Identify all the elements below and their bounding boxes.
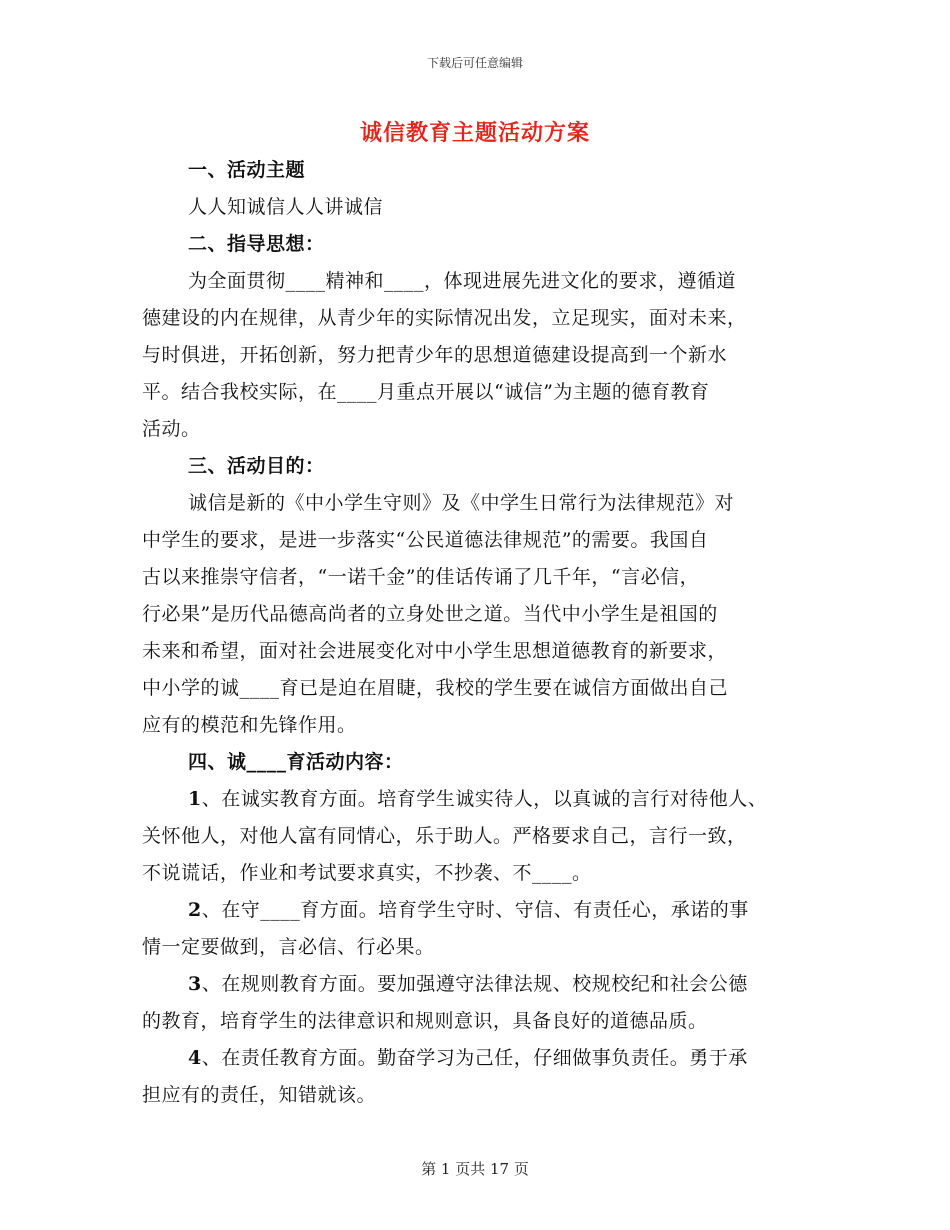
section-text-theme: 人人知诚信人人讲诚信 [188,196,384,218]
list-item-text: 、在诚实教育方面。培育学生诚实待人，以真诚的言行对待他人、 [201,788,768,810]
list-item-first-line [142,781,822,818]
section-heading-purpose: 三、活动目的： [188,455,325,477]
list-item-first-line [142,1040,822,1077]
document-body [142,152,822,1114]
paragraph-line: 关怀他人，对他人富有同情心，乐于助人。严格要求自己，言行一致， [142,825,747,847]
section-heading-guiding: 二、指导思想： [188,233,325,255]
paragraph-line: 不说谎话，作业和考试要求真实，不抄袭、不____。 [142,862,592,884]
header-note: 下载后可任意编辑 [426,56,523,70]
paragraph-line: 中小学的诚____育已是迫在眉睫，我校的学生要在诚信方面做出自己 [142,677,729,699]
paragraph-line: 为全面贯彻____精神和____，体现进展先进文化的要求，遵循道 [188,270,737,292]
section-heading-theme: 一、活动主题 [188,159,306,181]
list-item-number: 4 [188,1047,202,1069]
list-item-text: 、在责任教育方面。勤奋学习为己任，仔细做事负责任。勇于承 [201,1047,748,1069]
document-title: 诚信教育主题活动方案 [359,120,590,146]
paragraph-line: 活动。 [142,418,201,440]
paragraph-line: 情一定要做到，言必信、行必果。 [142,936,435,958]
list-item-number: 3 [188,973,202,995]
paragraph-line: 的教育，培育学生的法律意识和规则意识，具备良好的道德品质。 [142,1010,708,1032]
list-item-first-line [142,892,822,929]
paragraph-line: 古以来推崇守信者，“一诺千金”的佳话传诵了几千年，“言必信， [142,566,700,588]
list-item-first-line [142,966,822,1003]
paragraph-line: 行必果”是历代品德高尚者的立身处世之道。当代中小学生是祖国的 [142,603,718,625]
list-item-number: 2 [188,899,202,921]
paragraph-line: 平。结合我校实际，在____月重点开展以“诚信”为主题的德育教育 [142,381,710,403]
page-footer: 第 1 页共 17 页 [421,1160,529,1178]
paragraph-line: 担应有的责任，知错就该。 [142,1084,377,1106]
list-item-number: 1 [188,788,202,810]
section-heading-content: 四、诚____育活动内容： [188,751,404,773]
list-item-text: 、在规则教育方面。要加强遵守法律法规、校规校纪和社会公德 [201,973,748,995]
paragraph-line: 应有的模范和先锋作用。 [142,714,357,736]
list-item-text: 、在守____育方面。培育学生守时、守信、有责任心，承诺的事 [201,899,749,921]
paragraph-line: 与时俱进，开拓创新，努力把青少年的思想道德建设提高到一个新水 [142,344,728,366]
paragraph-line: 未来和希望，面对社会进展变化对中小学生思想道德教育的新要求， [142,640,728,662]
paragraph-line: 德建设的内在规律，从青少年的实际情况出发，立足现实，面对未来， [142,307,747,329]
paragraph-line: 中学生的要求，是进一步落实“公民道德法律规范”的需要。我国自 [142,529,709,551]
paragraph-line: 诚信是新的《中小学生守则》及《中学生日常行为法律规范》对 [188,492,735,514]
